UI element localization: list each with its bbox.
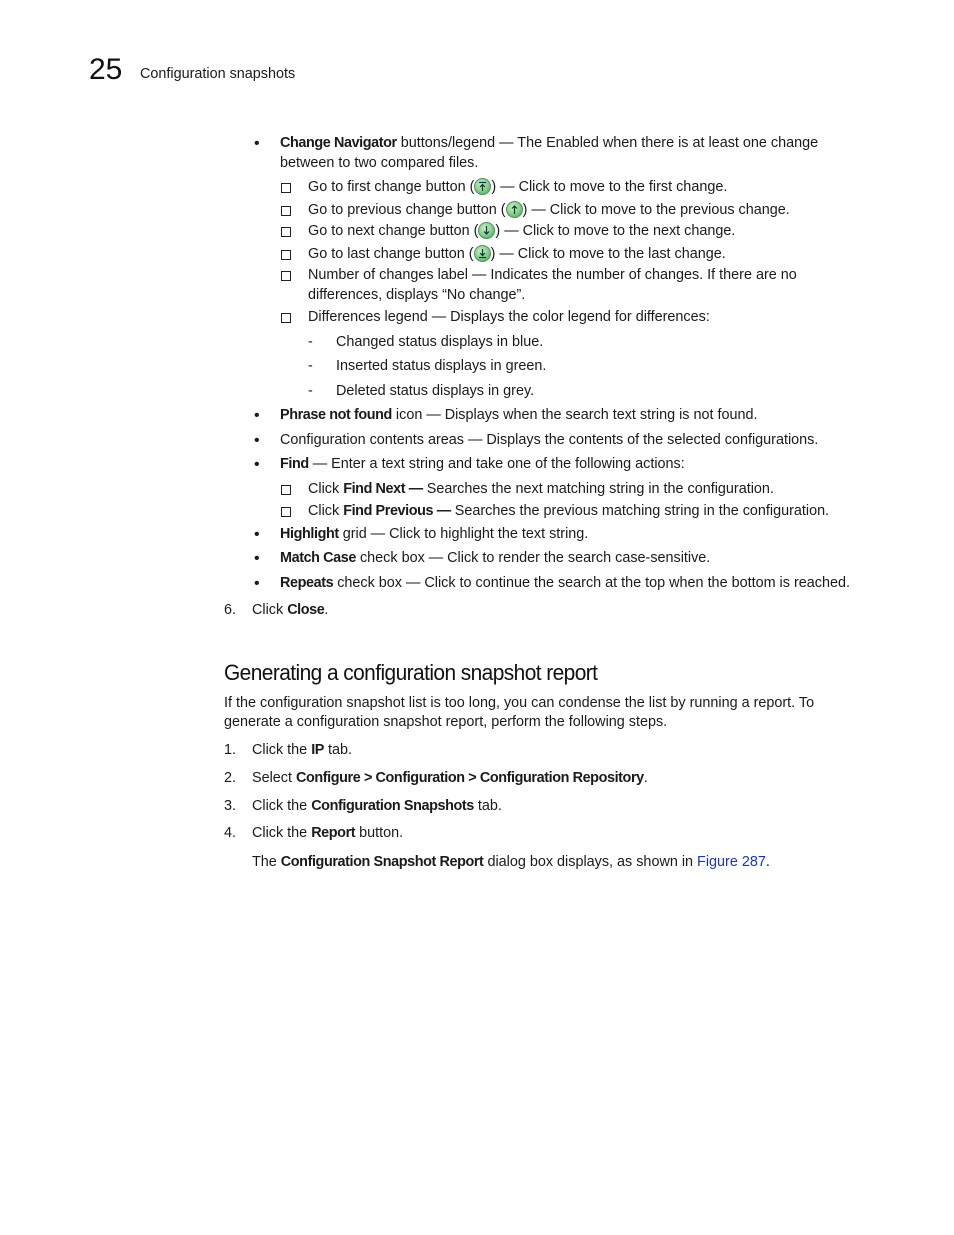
list-item: - Changed status displays in blue. <box>308 333 544 350</box>
description: Go to previous change button ( <box>308 201 506 218</box>
description: button. <box>355 825 404 841</box>
term: Find <box>280 456 309 472</box>
description: Click <box>308 480 344 497</box>
description: buttons/legend — The Enabled when there is at least one change between to two compared files. <box>280 135 819 171</box>
list-item <box>224 480 874 500</box>
term: Phrase not found <box>280 407 392 423</box>
section-intro: If the configuration snapshot list is too long, you can condense the list by running a report. To generate a configuration snapshot report, perform the following steps. <box>224 694 815 730</box>
list-item <box>224 178 874 198</box>
list-item: • Configuration contents areas — Displays the contents of the selected configurations. <box>254 431 819 449</box>
list-item: • Phrase not found icon — Displays when the search text string is not found. <box>254 407 758 424</box>
section-heading: Generating a configuration snapshot report <box>224 659 598 685</box>
description: ) — Click to move to the next change. <box>495 223 736 239</box>
step-number: 2. <box>224 770 237 786</box>
step-item <box>224 769 874 789</box>
description: Go to last change button ( <box>308 245 474 262</box>
list-item: • Find — Enter a text string and take one of the following actions: <box>254 456 685 473</box>
term: Find Previous — <box>343 503 451 519</box>
description: Configuration contents areas — Displays the contents of the selected configurations. <box>280 431 819 448</box>
step-number: 6. <box>224 602 237 618</box>
step-result <box>224 853 874 873</box>
list-item <box>224 201 874 221</box>
description: — Enter a text string and take one of the following actions: <box>308 456 685 472</box>
description: Differences legend — Displays the color legend for differences: <box>308 309 710 325</box>
description: Searches the previous matching string in the configuration. <box>450 503 830 519</box>
term: Highlight <box>280 525 339 542</box>
list-item <box>224 222 874 242</box>
first-change-icon <box>474 178 491 195</box>
term: IP <box>311 741 324 758</box>
description: ) — Click to move to the first change. <box>491 179 728 195</box>
description: ) — Click to move to the previous change. <box>522 201 790 218</box>
term: Report <box>311 825 356 841</box>
chapter-number: 25 <box>89 53 123 86</box>
description: Inserted status displays in green. <box>336 358 547 374</box>
description: Click <box>252 602 288 618</box>
step-item <box>224 797 874 817</box>
page-content <box>224 132 874 872</box>
description: Number of changes label — Indicates the number of changes. If there are no differences, displays “No change”. <box>308 267 797 303</box>
figure-link[interactable]: Figure 287 <box>697 853 766 870</box>
list-item <box>224 266 874 305</box>
description: Searches the next matching string in the configuration. <box>422 480 774 497</box>
list-item: • Match Case check box — Click to render the search case-sensitive. <box>254 550 711 567</box>
term: Close <box>287 602 325 618</box>
description: Deleted status displays in grey. <box>336 382 535 399</box>
next-change-icon <box>478 222 495 239</box>
description: check box — Click to render the search case-sensitive. <box>355 550 711 566</box>
description: Click the <box>252 797 312 814</box>
description: dialog box displays, as shown in <box>483 853 698 870</box>
description: ) — Click to move to the last change. <box>490 245 726 262</box>
list-item <box>224 502 874 522</box>
description: . <box>324 602 329 618</box>
list-item: • Change Navigator buttons/legend — The Enabled when there is at least one change between to two compared files. <box>254 135 819 171</box>
list-item <box>224 245 874 265</box>
description: . <box>643 770 648 786</box>
description: icon — Displays when the search text string is not found. <box>391 407 758 423</box>
list-item: - Deleted status displays in grey. <box>308 382 535 399</box>
previous-change-icon <box>506 201 523 218</box>
step-item <box>224 824 874 844</box>
description: check box — Click to continue the search at the top when the bottom is reached. <box>333 574 850 591</box>
term: Match Case <box>280 550 356 566</box>
description: Click the <box>252 825 312 841</box>
description: Click <box>308 503 344 519</box>
term: Configuration Snapshot Report <box>280 853 484 870</box>
description: tab. <box>473 797 502 814</box>
description: Go to next change button ( <box>308 223 479 239</box>
description: grid — Click to highlight the text string. <box>338 525 589 542</box>
term: Change Navigator <box>280 135 397 151</box>
term: Repeats <box>280 574 334 591</box>
last-change-icon <box>474 245 491 262</box>
term: Configure > Configuration > Configuration Repository <box>296 770 644 786</box>
description: Click the <box>252 741 312 758</box>
list-item: - Inserted status displays in green. <box>308 358 547 374</box>
term: Configuration Snapshots <box>311 797 474 814</box>
step-number: 1. <box>224 741 237 758</box>
term: Find Next — <box>343 480 423 497</box>
list-item: • Highlight grid — Click to highlight the text string. <box>254 525 589 543</box>
description: tab. <box>323 741 352 758</box>
description: The <box>252 853 281 870</box>
step-item <box>224 741 874 761</box>
description: . <box>765 853 770 870</box>
description: Select <box>252 770 296 786</box>
chapter-title: Configuration snapshots <box>140 66 296 82</box>
list-item <box>224 308 874 328</box>
step-number: 3. <box>224 797 237 814</box>
step-item <box>224 601 874 621</box>
description: Changed status displays in blue. <box>336 333 544 350</box>
list-item: • Repeats check box — Click to continue the search at the top when the bottom is reached. <box>254 574 850 592</box>
description: Go to first change button ( <box>308 179 475 195</box>
step-number: 4. <box>224 825 237 841</box>
